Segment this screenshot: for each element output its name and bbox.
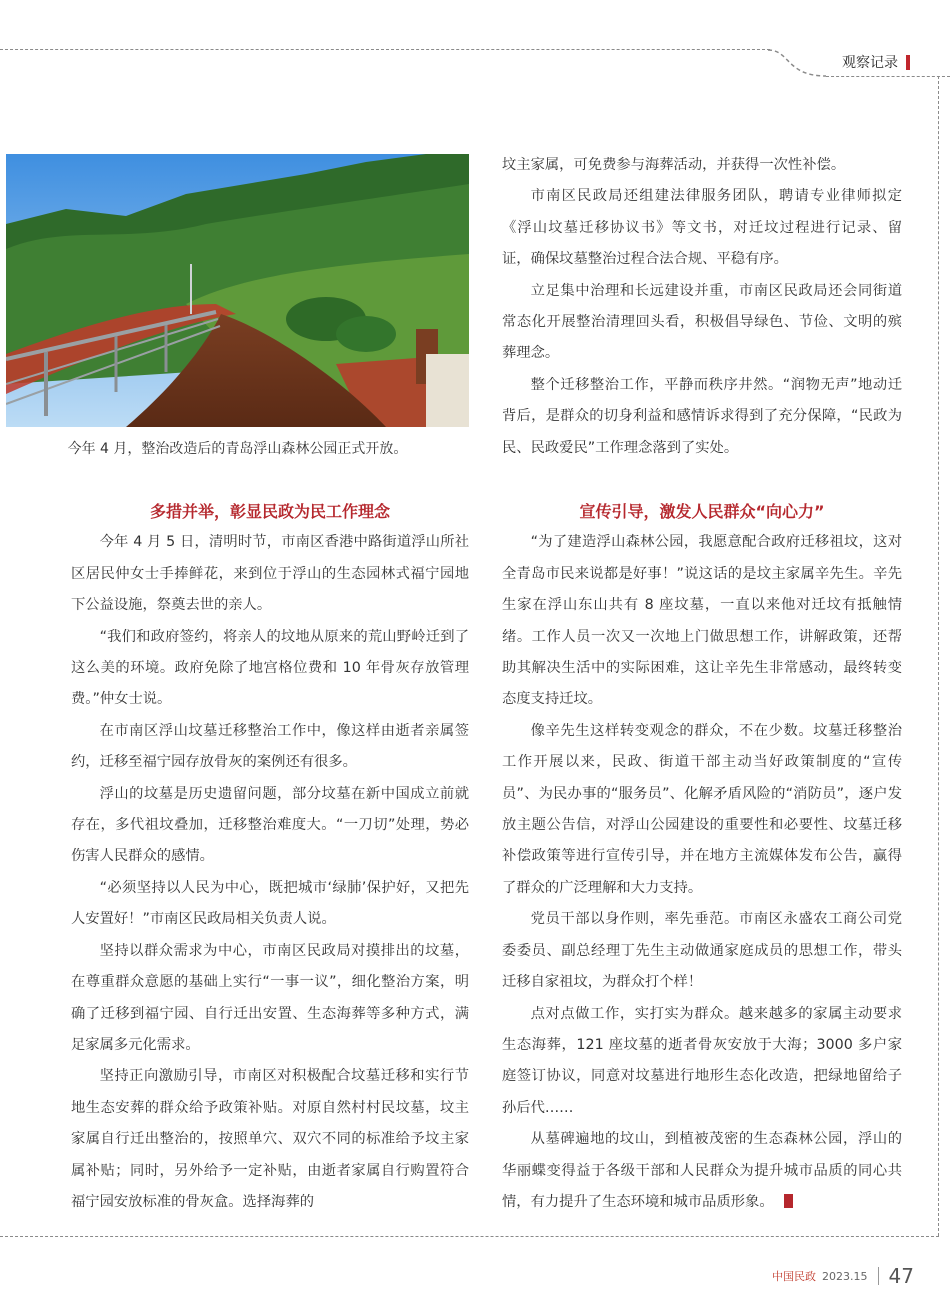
issue-number: 2023.15	[822, 1269, 868, 1283]
paragraph: “为了建造浮山森林公园，我愿意配合政府迁移祖坟，这对全青岛市民来说都是好事！”说这话的是坟主家属辛先生。辛先生家在浮山东山共有 8 座坟墓，一直以来他对迁坟有抵触情绪。工作人员一次又一次地上门做思想工作，讲解政策，还帮助其解决生活中的实际困难，这让辛先生非常感动，最终转变态度支持迁坟。	[502, 534, 902, 708]
paragraph: 今年 4 月 5 日，清明时节，市南区香港中路街道浮山所社区居民仲女士手捧鲜花，来到位于浮山的生态园林式福宁园地下公益设施，祭奠去世的亲人。	[71, 534, 469, 614]
paragraph: 市南区民政局还组建法律服务团队，聘请专业律师拟定《浮山坟墓迁移协议书》等文书，对迁坟过程进行记录、留证，确保坟墓整治过程合法合规、平稳有序。	[502, 188, 902, 268]
paragraph: 像辛先生这样转变观念的群众，不在少数。坟墓迁移整治工作开展以来，民政、街道干部主动当好政策制度的“宣传员”、为民办事的“服务员”、化解矛盾风险的“消防员”，逐户发放主题公告信，对浮山公园建设的重要性和必要性、坟墓迁移补偿政策等进行宣传引导，并在地方主流媒体发布公告，赢得了群众的广泛理解和大力支持。	[502, 722, 902, 896]
section-tag	[842, 52, 910, 72]
paragraph: 在市南区浮山坟墓迁移整治工作中，像这样由逝者亲属签约，迁移至福宁园存放骨灰的案例还有很多。	[71, 722, 469, 771]
park-boardwalk-photo	[6, 154, 469, 427]
paragraph: 点对点做工作，实打实为群众。越来越多的家属主动要求生态海葬，121 座坟墓的逝者骨灰安放于大海；3000 多户家庭签订协议，同意对坟墓进行地形生态化改造，把绿地留给子孙后代……	[502, 1005, 902, 1116]
frame-top-dashed-line	[0, 49, 770, 50]
article-end-marker	[784, 1194, 793, 1208]
section-heading: 宣传引导，激发人民群众“向心力”	[579, 502, 825, 521]
paragraph-last	[502, 1124, 902, 1218]
paragraph: “我们和政府签约，将亲人的坟地从原来的荒山野岭迁到了这么美的环境。政府免除了地宫格位费和 10 年骨灰存放管理费。”仲女士说。	[71, 628, 469, 708]
section-marker-bar	[906, 55, 910, 70]
paragraph: 党员干部以身作则，率先垂范。市南区永盛农工商公司党委委员、副总经理丁先生主动做通家庭成员的思想工作，带头迁移自家祖坟，为群众打个样！	[502, 911, 902, 991]
frame-bottom-dashed-line	[0, 1236, 939, 1237]
footer-divider	[878, 1267, 879, 1285]
paragraph: 坚持以群众需求为中心，市南区民政局对摸排出的坟墓，在尊重群众意愿的基础上实行“一事一议”，细化整治方案，明确了迁移到福宁园、自行迁出安置、生态海葬等多种方式，满足家属多元化需求。	[71, 942, 469, 1053]
left-column	[71, 496, 469, 1218]
right-column-top	[502, 150, 902, 464]
paragraph: “必须坚持以人民为中心，既把城市‘绿肺’保护好，又把先人安置好！”市南区民政局相关负责人说。	[71, 879, 469, 928]
paragraph: 浮山的坟墓是历史遗留问题，部分坟墓在新中国成立前就存在，多代祖坟叠加，迁移整治难度大。“一刀切”处理，势必伤害人民群众的感情。	[71, 785, 469, 865]
magazine-name: 中国民政	[772, 1270, 816, 1283]
section-heading: 多措并举，彰显民政为民工作理念	[149, 502, 390, 521]
paragraph-text: 从墓碑遍地的坟山，到植被茂密的生态森林公园，浮山的华丽蝶变得益于各级干部和人民群众为提升城市品质的同心共情，有力提升了生态环境和城市品质形象。	[502, 1131, 902, 1210]
frame-right-dashed-line	[938, 76, 939, 1236]
paragraph: 整个迁移整治工作，平静而秩序井然。“润物无声”地动迁背后，是群众的切身利益和感情诉求得到了充分保障，“民政为民、民政爱民”工作理念落到了实处。	[502, 376, 902, 456]
frame-corner-curve	[768, 49, 828, 77]
photo-caption: 今年 4 月，整治改造后的青岛浮山森林公园正式开放。	[67, 441, 408, 457]
paragraph: 坟主家属，可免费参与海葬活动，并获得一次性补偿。	[502, 157, 846, 173]
section-label: 观察记录	[842, 55, 898, 71]
right-column-bottom	[502, 496, 902, 1218]
paragraph: 立足集中治理和长远建设并重，市南区民政局还会同街道常态化开展整治清理回头看，积极倡导绿色、节俭、文明的殡葬理念。	[502, 282, 902, 362]
page-number: 47	[888, 1264, 914, 1288]
frame-right-top-dashed-line	[826, 76, 950, 77]
page-footer	[772, 1264, 914, 1288]
park-boardwalk-illustration	[6, 154, 469, 427]
paragraph: 坚持正向激励引导，市南区对积极配合坟墓迁移和实行节地生态安葬的群众给予政策补贴。对原自然村村民坟墓，坟主家属自行迁出整治的，按照单穴、双穴不同的标准给予坟主家属补贴；同时，另外给予一定补贴，由逝者家属自行购置符合福宁园安放标准的骨灰盒。选择海葬的	[71, 1068, 469, 1210]
